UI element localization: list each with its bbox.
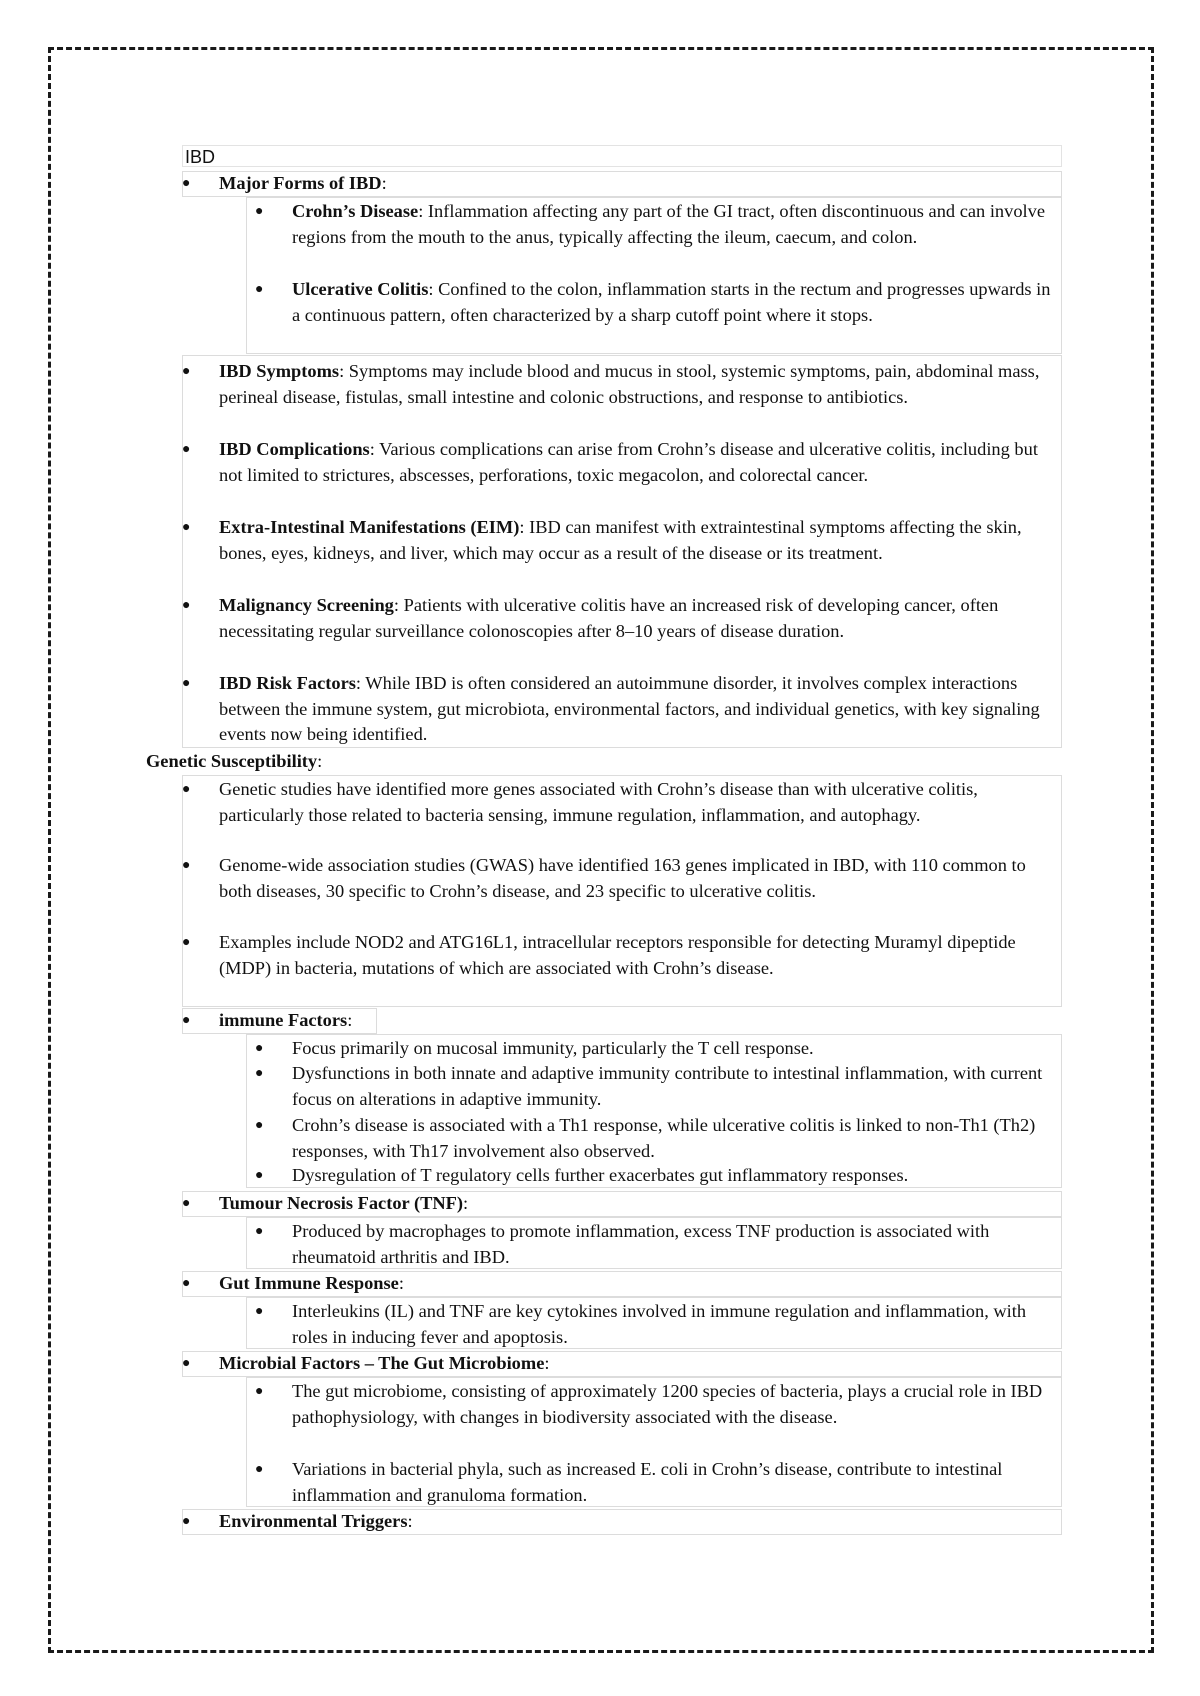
major-forms-term: Major Forms of IBD xyxy=(219,173,382,193)
bullet-icon: ● xyxy=(182,520,191,535)
uc-term: Ulcerative Colitis xyxy=(292,279,429,299)
microbial-term: Microbial Factors – The Gut Microbiome xyxy=(219,1353,545,1373)
bullet-icon: ● xyxy=(182,1196,191,1211)
bullet-icon: ● xyxy=(255,1118,264,1133)
bullet-icon: ● xyxy=(255,204,264,219)
bullet-icon: ● xyxy=(255,1304,264,1319)
bullet-icon: ● xyxy=(255,1462,264,1477)
crohns-text: : Inflammation affecting any part of the GI tract, often discontinuous and can involve regions from the mouth to the anus, typically affecting the ileum, caecum, and colon. xyxy=(292,201,1045,247)
uc-text: : Confined to the colon, inflammation starts in the rectum and progresses upwards in a continuous pattern, often characterized by a sharp cutoff point where it stops. xyxy=(292,279,1051,325)
symptoms-term: IBD Symptoms xyxy=(219,361,340,381)
bullet-icon: ● xyxy=(182,1514,191,1529)
bullet-icon: ● xyxy=(182,442,191,457)
bullet-icon: ● xyxy=(255,1384,264,1399)
crohns-term: Crohn’s Disease xyxy=(292,201,419,221)
bullet-icon: ● xyxy=(182,676,191,691)
environmental-term: Environmental Triggers xyxy=(219,1511,408,1531)
eim-term: Extra-Intestinal Manifestations (EIM) xyxy=(219,517,520,537)
bullet-icon: ● xyxy=(182,1013,191,1028)
bullet-icon: ● xyxy=(255,1168,264,1183)
bullet-icon: ● xyxy=(182,782,191,797)
genetic-heading: Genetic Susceptibility: xyxy=(146,751,323,771)
bullet-icon: ● xyxy=(182,598,191,613)
complications-term: IBD Complications xyxy=(219,439,370,459)
document-title: IBD xyxy=(182,145,1062,167)
bullet-icon: ● xyxy=(255,1066,264,1081)
screening-term: Malignancy Screening xyxy=(219,595,394,615)
bullet-icon: ● xyxy=(182,1356,191,1371)
bullet-icon: ● xyxy=(182,1276,191,1291)
bullet-icon: ● xyxy=(182,176,191,191)
bullet-icon: ● xyxy=(255,1041,264,1056)
risk-term: IBD Risk Factors xyxy=(219,673,356,693)
immune-term: immune Factors xyxy=(219,1010,348,1030)
bullet-icon: ● xyxy=(182,935,191,950)
bullet-icon: ● xyxy=(255,282,264,297)
tnf-term: Tumour Necrosis Factor (TNF) xyxy=(219,1193,463,1213)
bullet-icon: ● xyxy=(255,1224,264,1239)
gut-immune-term: Gut Immune Response xyxy=(219,1273,399,1293)
bullet-icon: ● xyxy=(182,364,191,379)
bullet-icon: ● xyxy=(182,858,191,873)
